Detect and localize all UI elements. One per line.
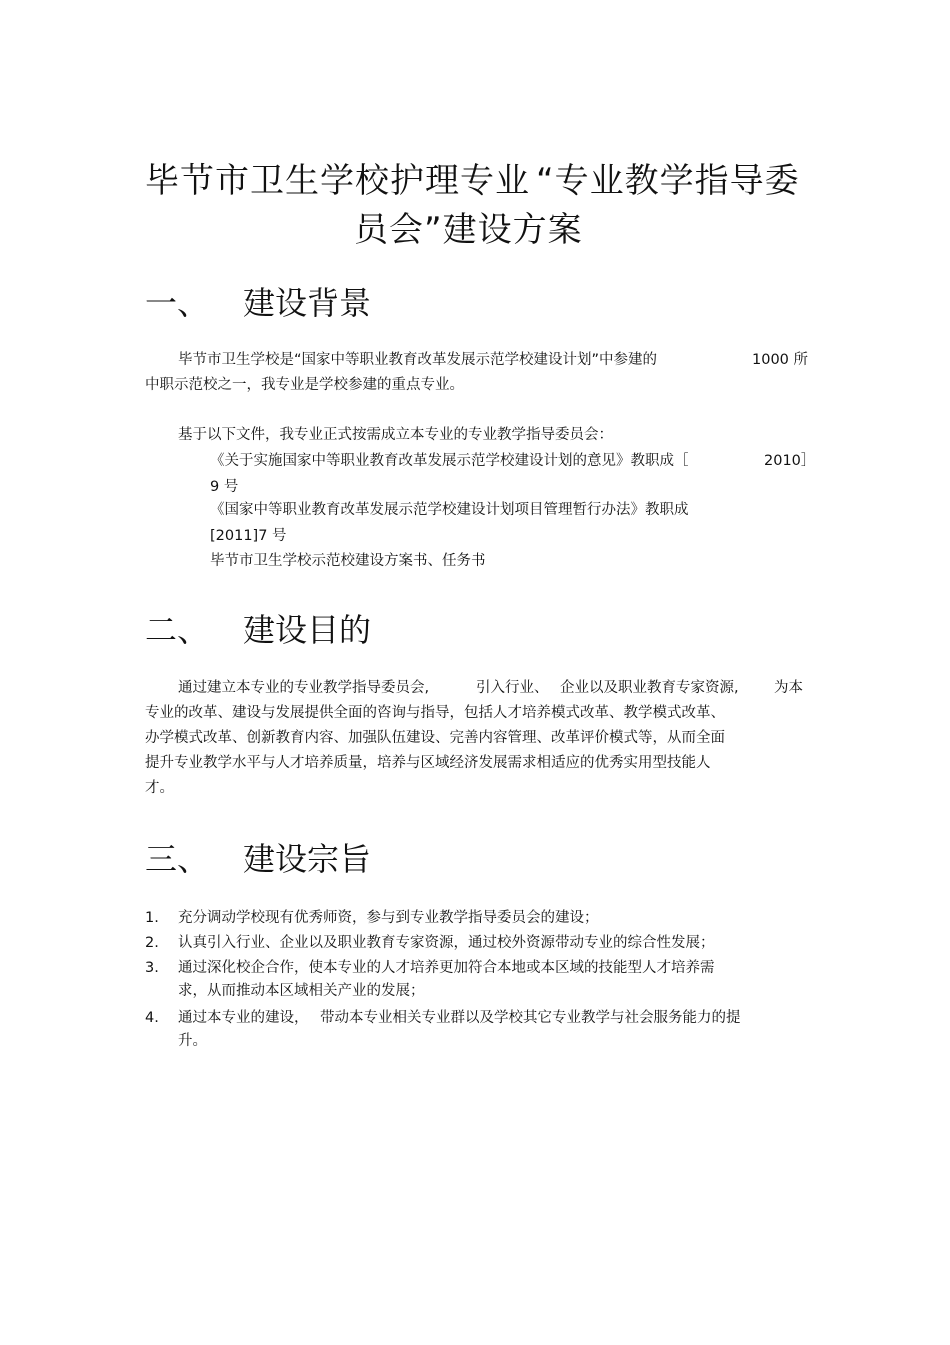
- section-2-line1-b: 引入行业、: [476, 680, 549, 696]
- list-item-4-number: 4.: [145, 1010, 159, 1026]
- document-ref-3: 毕节市卫生学校示范校建设方案书、任务书: [210, 553, 486, 569]
- section-1-para1-line1-left: 毕节市卫生学校是“国家中等职业教育改革发展示范学校建设计划”中参建的: [178, 352, 658, 368]
- section-2-line5: 才。: [145, 780, 174, 796]
- list-item-3-text-line2: 求，从而推动本区域相关产业的发展；: [178, 983, 425, 999]
- document-ref-2-line2: [2011]7 号: [210, 528, 287, 544]
- document-ref-1-line1-right: 2010］: [764, 453, 816, 469]
- section-2-line2: 专业的改革、建设与发展提供全面的咨询与指导，包括人才培养模式改革、教学模式改革、: [145, 705, 725, 721]
- section-1-para1-line2: 中职示范校之一，我专业是学校参建的重点专业。: [145, 377, 464, 393]
- document-ref-1-line1-left: 《关于实施国家中等职业教育改革发展示范学校建设计划的意见》教职成［: [210, 453, 689, 469]
- list-item-2-number: 2.: [145, 935, 159, 951]
- section-2-number: 二、: [145, 611, 210, 649]
- section-2-line4: 提升专业教学水平与人才培养质量，培养与区域经济发展需求相适应的优秀实用型技能人: [145, 755, 711, 771]
- list-item-3-number: 3.: [145, 960, 159, 976]
- section-3-number: 三、: [145, 840, 210, 878]
- section-2-heading: 建设目的: [243, 611, 372, 649]
- document-title-line1-right: “专业教学指导委: [536, 161, 800, 201]
- section-2-line1-a: 通过建立本专业的专业教学指导委员会,: [178, 680, 430, 696]
- list-item-1-text: 充分调动学校现有优秀师资，参与到专业教学指导委员会的建设；: [178, 910, 599, 926]
- document-title-line2: 员会”建设方案: [354, 210, 583, 250]
- section-1-heading: 建设背景: [243, 284, 372, 322]
- document-title-line1-left: 毕节市卫生学校护理专业: [145, 161, 530, 201]
- list-item-1-number: 1.: [145, 910, 159, 926]
- list-item-2-text: 认真引入行业、企业以及职业教育专家资源，通过校外资源带动专业的综合性发展；: [178, 935, 715, 951]
- list-item-4-text-line1-a: 通过本专业的建设，: [178, 1010, 309, 1026]
- list-item-4-text-line2: 升。: [178, 1033, 207, 1049]
- section-2-line3: 办学模式改革、创新教育内容、加强队伍建设、完善内容管理、改革评价模式等，从而全面: [145, 730, 725, 746]
- section-3-heading: 建设宗旨: [243, 840, 372, 878]
- document-ref-1-line2: 9 号: [210, 479, 239, 495]
- document-ref-2-line1: 《国家中等职业教育改革发展示范学校建设计划项目管理暂行办法》教职成: [210, 502, 689, 518]
- section-1-para2: 基于以下文件，我专业正式按需成立本专业的专业教学指导委员会：: [178, 427, 613, 443]
- section-1-para1-line1-right: 1000 所: [752, 352, 809, 368]
- section-2-line1-c: 企业以及职业教育专家资源,: [560, 680, 739, 696]
- section-2-line1-d: 为本: [774, 680, 803, 696]
- list-item-3-text-line1: 通过深化校企合作，使本专业的人才培养更加符合本地或本区域的技能型人才培养需: [178, 960, 715, 976]
- section-1-number: 一、: [145, 284, 210, 322]
- list-item-4-text-line1-b: 带动本专业相关专业群以及学校其它专业教学与社会服务能力的提: [320, 1010, 741, 1026]
